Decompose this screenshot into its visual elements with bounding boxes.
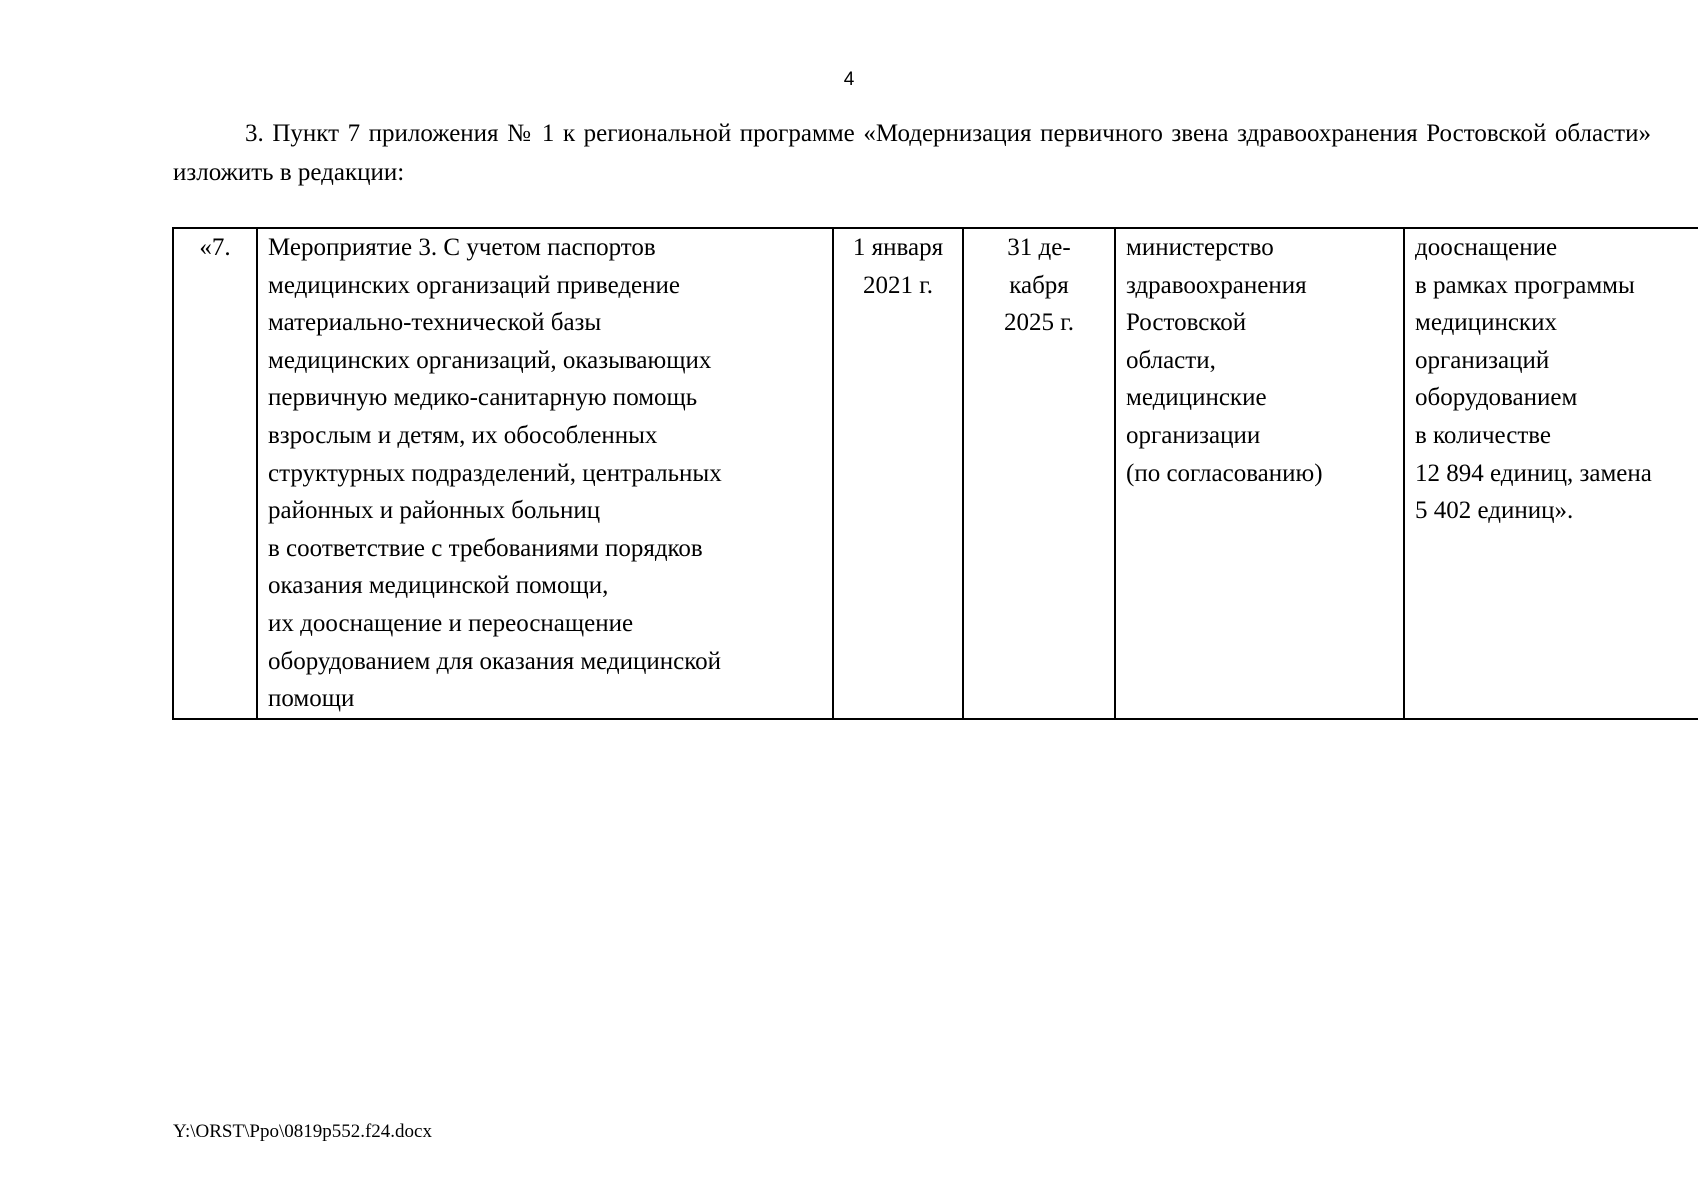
end-date-line: кабря: [1009, 271, 1069, 299]
result-line: 12 894 единиц, замена: [1415, 459, 1652, 487]
end-date-cell: [963, 228, 1115, 719]
item-number: «7.: [199, 234, 231, 261]
page-number: 4: [843, 69, 855, 90]
result-line: организаций: [1415, 346, 1550, 374]
result-line: 5 402 единиц».: [1415, 497, 1574, 525]
result-line: в рамках программы: [1415, 271, 1635, 299]
result-line: оборудованием: [1415, 384, 1578, 412]
description-line: медицинских организаций приведение: [268, 271, 681, 299]
table-row: [173, 228, 1698, 719]
description-line: оказания медицинской помощи,: [268, 572, 609, 600]
footer-file-path: Y:\ORST\Ppo\0819p552.f24.docx: [173, 1121, 432, 1142]
description-line: Мероприятие 3. С учетом паспортов: [268, 234, 656, 261]
executors-line: здравоохранения: [1126, 271, 1307, 299]
executors-line: министерство: [1126, 234, 1274, 261]
result-cell: [1404, 228, 1698, 719]
executors-line: Ростовской: [1126, 309, 1247, 337]
intro-paragraph: 3. Пункт 7 приложения № 1 к региональной программе «Модернизация первичного звена здравоохранения Ростовской области» изложить в редакции:: [173, 120, 1651, 186]
description-line: медицинских организаций, оказывающих: [268, 346, 712, 374]
description-cell: [257, 228, 833, 719]
description-line: материально-технической базы: [268, 309, 602, 337]
end-date-line: 2025 г.: [1004, 309, 1074, 337]
executors-cell: [1115, 228, 1404, 719]
end-date-line: 31 де-: [1007, 234, 1071, 261]
start-date-line: 2021 г.: [863, 271, 933, 299]
executors-line: медицинские: [1126, 384, 1267, 412]
start-date-cell: [833, 228, 963, 719]
item-number-cell: [173, 228, 257, 719]
description-line: взрослым и детям, их обособленных: [268, 421, 658, 449]
description-line: в соответствие с требованиями порядков: [268, 534, 703, 562]
measure-table: [172, 227, 1698, 720]
description-line: их дооснащение и переоснащение: [268, 609, 634, 637]
description-line: оборудованием для оказания медицинской: [268, 647, 721, 675]
description-line: помощи: [268, 685, 355, 713]
description-line: структурных подразделений, центральных: [268, 459, 722, 487]
executors-line: организации: [1126, 421, 1261, 449]
executors-line: (по согласованию): [1126, 459, 1323, 487]
description-line: районных и районных больниц: [268, 497, 601, 525]
result-line: медицинских: [1415, 309, 1557, 337]
executors-line: области,: [1126, 346, 1216, 374]
start-date-line: 1 января: [852, 234, 944, 261]
result-line: дооснащение: [1415, 234, 1558, 261]
result-line: в количестве: [1415, 421, 1552, 449]
description-line: первичную медико-санитарную помощь: [268, 384, 698, 412]
